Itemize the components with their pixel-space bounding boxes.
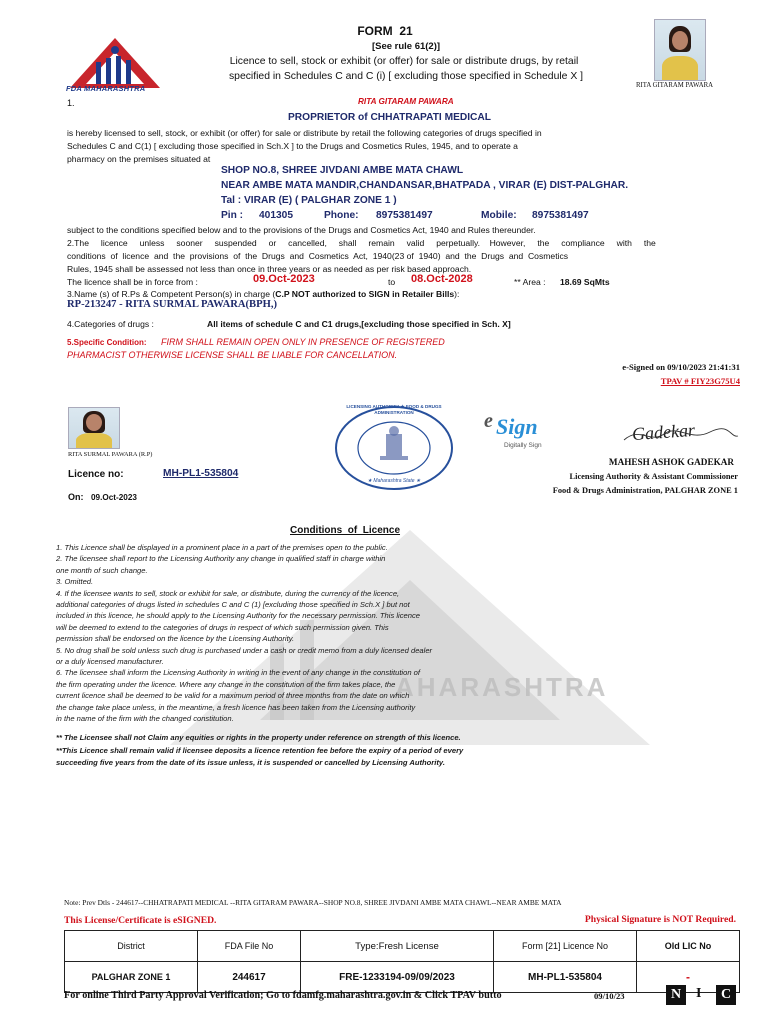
esign-logo-text: Sign (496, 414, 538, 439)
conditions-title: Conditions of Licence (290, 525, 401, 536)
footer-date: 09/10/23 (594, 991, 625, 1001)
officer-signature: Gadekar (631, 419, 696, 445)
footer-note: Note: Prev Dtls - 244617--CHHATRAPATI MEDICAL --RITA GITARAM PAWARA--SHOP NO.8, SHREE JIVDANI AMBE MATA CHAWL--NEAR AMBE MATA (64, 898, 562, 907)
esigned-on: e-Signed on 09/10/2023 21:41:31 (622, 362, 740, 372)
section-number: 1. (67, 98, 75, 108)
phone-label: Phone: (324, 210, 359, 221)
force-label: The licence shall be in force from : (67, 277, 198, 287)
condition-line: 4. If the licensee wants to sell, stock or exhibit for sale, or distribute, during the currency of the licence, (56, 588, 400, 598)
from-date: 09.Oct-2023 (253, 273, 315, 285)
district-cell: PALGHAR ZONE 1 (65, 962, 198, 993)
item-4-label: 4.Categories of drugs : (67, 319, 154, 329)
licence-on-value: 09.Oct-2023 (91, 493, 137, 502)
validity-line-3: Rules, 1945 shall be assessed not less than once in three years or as needed as per risk based approach. (67, 264, 472, 274)
conditions-note-2: **This Licence shall remain valid if licensee deposits a licence retention fee before the expiry of a period of every (56, 746, 464, 755)
pin-label: Pin : (221, 210, 244, 221)
holder-photo (654, 19, 706, 81)
table-header-cell: Form [21] Licence No (494, 931, 637, 962)
table-row (65, 962, 740, 993)
condition-line: one month of such change. (56, 565, 148, 575)
file-no-cell: 244617 (198, 962, 301, 993)
physical-signature-notice: Physical Signature is NOT Required. (584, 914, 736, 925)
condition-line: 5. No drug shall be sold unless such drug is purchased under a cash or credit memo from a duly licensed dealer (56, 645, 433, 655)
item-3-prefix: 3.Name (s) of R.Ps & Competent Person(s) in charge ( (67, 289, 276, 299)
item-5-label: 5.Specific Condition: (67, 338, 147, 347)
mobile-value: 8975381497 (532, 210, 589, 221)
condition-line: or a duly licensed manufacturer. (56, 657, 164, 667)
item-3-suffix: ): (454, 289, 460, 299)
rp-photo-caption: RITA SURMAL PAWARA (R.P) (68, 451, 153, 458)
conditions-note-1: ** The Licensee shall not Claim any equities or rights in the property under reference on strength of this licence. (56, 733, 461, 742)
rule-reference: [See rule 61(2)] (371, 41, 441, 52)
condition-line: the change take place unless, in the meantime, a fresh licence has been taken from the Licensing authority (56, 702, 416, 712)
proprietor-line: PROPRIETOR of CHHATRAPATI MEDICAL (288, 112, 491, 123)
condition-line: in the name of the firm with the changed constitution. (56, 714, 234, 724)
badge-n: N (666, 985, 686, 1005)
rp-photo (68, 407, 120, 449)
seal-top-text: LICENSING AUTHORITY ★ FOOD & DRUGS ADMINISTRATION (346, 404, 442, 415)
description-line-2: specified in Schedules C and C (i) [ excluding those specified in Schedule X ] (228, 71, 584, 82)
condition-line: additional categories of drugs listed in schedules C and C (1) [excluding those specified in Sch.X ] but not (56, 600, 410, 610)
to-date: 08.Oct-2028 (411, 273, 473, 285)
condition-line: the firm operating under the licence. Where any change in the constitution of the firm takes place, the (56, 679, 396, 689)
esign-logo-subtext: Digitally Sign (504, 442, 542, 449)
holder-name: RITA GITARAM PAWARA (358, 97, 454, 106)
table-header-row (65, 931, 740, 962)
logo-caption: FDA MAHARASHTRA (66, 84, 146, 93)
footer-badges (666, 985, 740, 1007)
pin-value: 401305 (259, 210, 293, 221)
officer-name: MAHESH ASHOK GADEKAR (608, 457, 734, 467)
badge-c: C (716, 985, 736, 1005)
officer-title: Licensing Authority & Assistant Commissioner (569, 472, 738, 481)
subject-line: subject to the conditions specified below and to the provisions of the Drugs and Cosmetics Act, 1940 and Rules thereunder. (67, 225, 536, 235)
table-header-cell: Type:Fresh License (301, 931, 494, 962)
item-5-line-2: PHARMACIST OTHERWISE LICENSE SHALL BE LIABLE FOR CANCELLATION. (67, 350, 398, 360)
description-line-1: Licence to sell, stock or exhibit (or offer) for sale or distribute drugs, by retail (229, 56, 579, 67)
licence-summary-table (64, 930, 740, 993)
phone-value: 8975381497 (376, 210, 433, 221)
conditions-note-3: succeeding five years from the date of its issue unless, it is suspended or cancelled by Licensing Authority. (56, 758, 445, 767)
watermark-text: AHARASHTRA (395, 672, 609, 702)
condition-line: will be deemed to extend to the categories of drugs in respect of which such permission given. This (56, 622, 389, 632)
validity-line-1: 2.The licence unless sooner suspended or cancelled, shall remain valid perpetually. However, the compliance with the (67, 238, 656, 248)
rp-name: RP-213247 - RITA SURMAL PAWARA(BPH,) (67, 299, 278, 310)
licence-on-label: On: (68, 492, 84, 502)
to-label: to (388, 277, 396, 287)
badge-i: I (696, 986, 702, 1001)
condition-line: 1. This Licence shall be displayed in a prominent place in a part of the premises open to the public. (56, 543, 388, 552)
condition-line: 6. The licensee shall inform the Licensing Authority in writing in the event of any change in the constitution of (56, 668, 421, 678)
condition-line: current licence shall be deemed to be valid for a maximum period of three months from the date on which (56, 691, 410, 701)
item-5-line-1: FIRM SHALL REMAIN OPEN ONLY IN PRESENCE OF REGISTERED (161, 337, 445, 347)
condition-line: 3. Omitted. (56, 577, 94, 587)
old-lic-cell: - (637, 962, 740, 993)
area-label: ** Area : (514, 277, 546, 287)
esigned-notice: This License/Certificate is eSIGNED. (64, 915, 217, 926)
condition-line: 2. The licensee shall report to the Licensing Authority any change in qualified staff in charge within (56, 554, 386, 564)
tpav-verification-text: For online Third Party Approval Verification; Go to fdamfg.maharashtra.gov.in & Click TPAV butto (64, 990, 502, 1001)
esign-logo (484, 410, 574, 454)
holder-photo-caption: RITA GITARAM PAWARA (636, 82, 714, 89)
type-cell: FRE-1233194-09/09/2023 (301, 962, 494, 993)
licence-no-value: MH-PL1-535804 (163, 468, 239, 479)
table-header-cell: District (65, 931, 198, 962)
intro-line-2: Schedules C and C(1) [ excluding those specified in Sch.X ] to the Drugs and Cosmetics Rules, 1945, and to operate a (67, 141, 518, 151)
item-3-bold: C.P NOT authorized to SIGN in Retailer Bills (275, 289, 455, 299)
mobile-label: Mobile: (481, 210, 517, 221)
licence-no-cell: MH-PL1-535804 (494, 962, 637, 993)
validity-line-2: conditions of licence and the provisions of the Drugs and Cosmetics Act, 1940(23 of 1940) and the Drugs and Cosmetics (67, 251, 569, 261)
officer-office: Food & Drugs Administration, PALGHAR ZONE 1 (552, 486, 738, 495)
item-4-value: All items of schedule C and C1 drugs,[excluding those specified in Sch. X] (207, 319, 511, 329)
signature-flourish (620, 419, 742, 448)
address-line-3: Tal : VIRAR (E) ( PALGHAR ZONE 1 ) (221, 195, 397, 206)
intro-line-3: pharmacy on the premises situated at (67, 154, 211, 164)
esign-logo-e: e (484, 410, 493, 432)
area-value: 18.69 SqMts (560, 277, 610, 287)
address-line-2: NEAR AMBE MATA MANDIR,CHANDANSAR,BHATPADA , VIRAR (E) DIST-PALGHAR. (221, 180, 629, 191)
form-title: FORM 21 (357, 24, 413, 38)
address-line-1: SHOP NO.8, SHREE JIVDANI AMBE MATA CHAWL (221, 165, 464, 176)
tpav-code: TPAV # FIY23G75U4 (660, 376, 740, 386)
conditions-list (56, 542, 616, 725)
table-header-cell: Old LIC No (637, 931, 740, 962)
intro-line-1: is hereby licensed to sell, stock, or exhibit (or offer) for sale or distribute by retail the following categories of drugs specified in (67, 128, 542, 138)
table-header-cell: FDA File No (198, 931, 301, 962)
licence-no-label: Licence no: (68, 469, 124, 480)
seal-bottom-text: ★ Maharashtra State ★ (367, 478, 421, 484)
condition-line: included in this licence, he should apply to the Licensing Authority for the necessary permission. This licence (56, 611, 420, 621)
condition-line: permission shall be endorsed on the licence by the Licensing Authority. (56, 634, 295, 644)
